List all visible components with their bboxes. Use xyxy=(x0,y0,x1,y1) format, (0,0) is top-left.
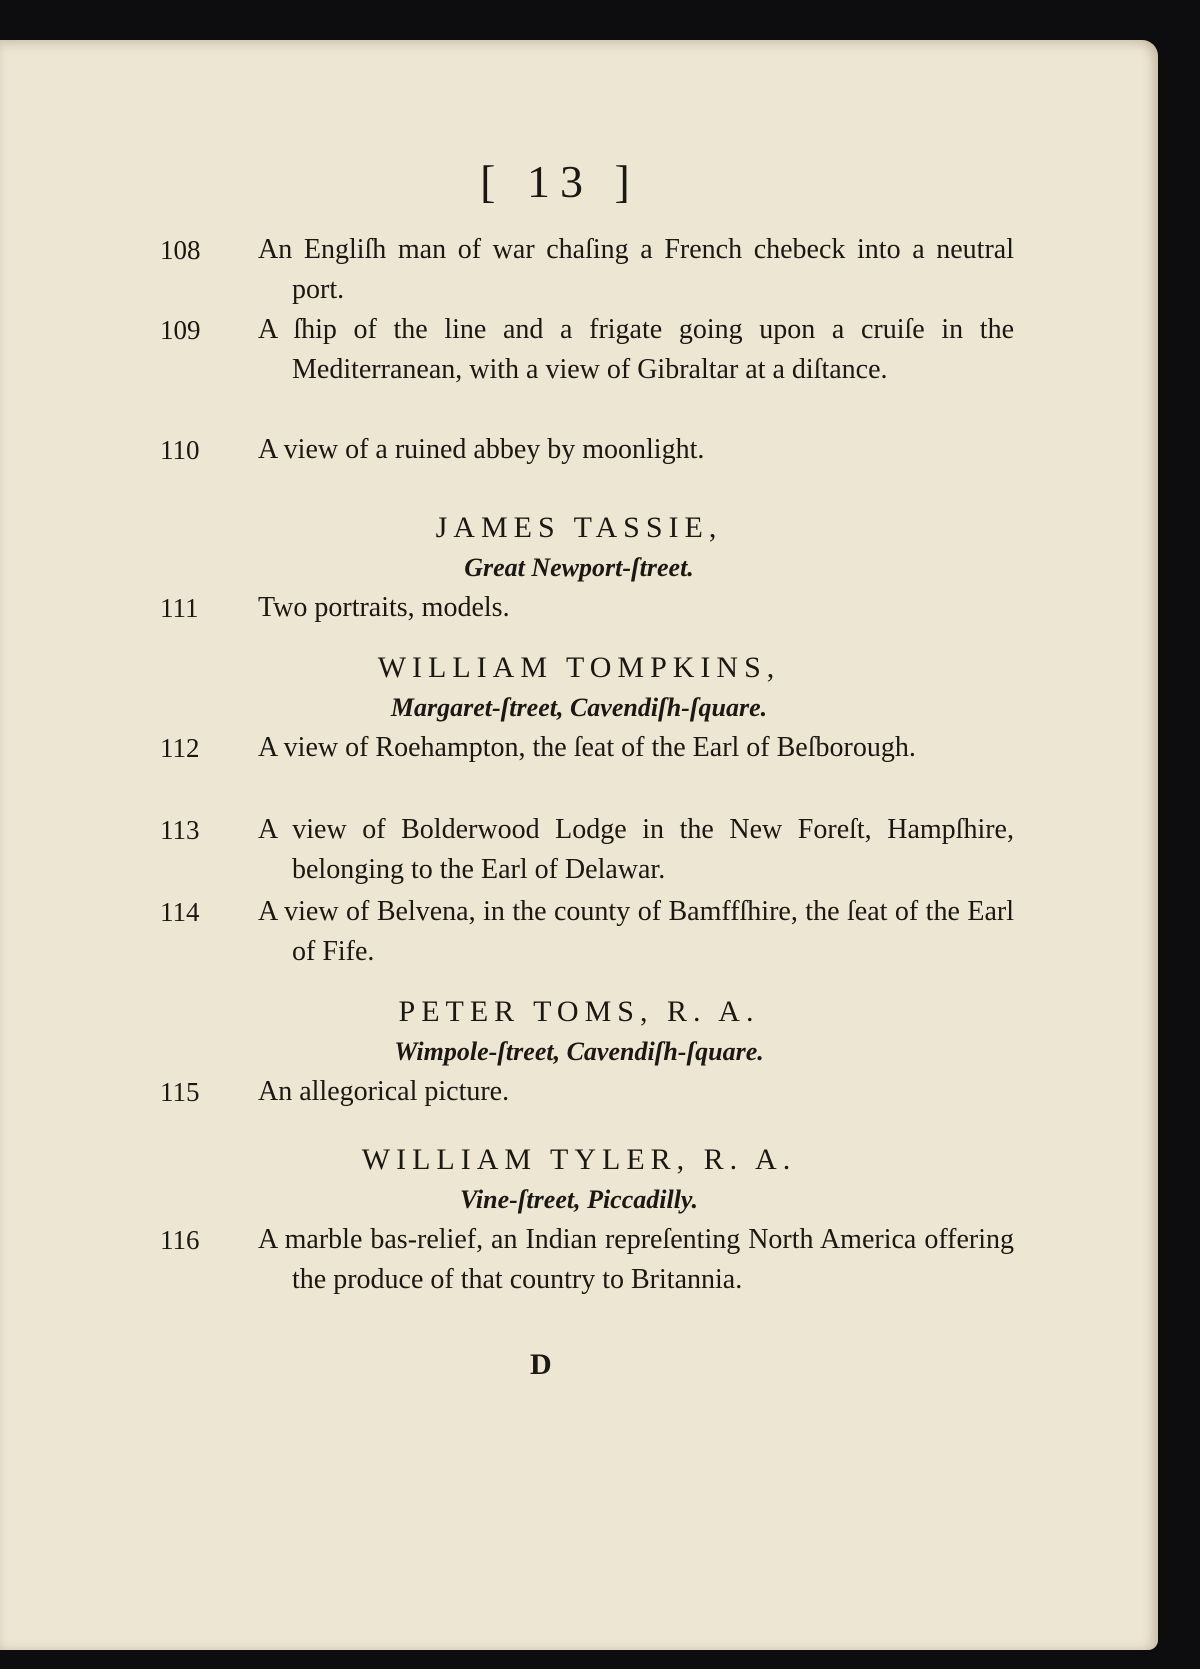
artist-address: Vine-ſtreet, Piccadilly. xyxy=(459,1185,699,1214)
artist-address: Great Newport-ſtreet. xyxy=(464,553,694,582)
artist-address: Margaret-ſtreet, Cavendiſh-ſquare. xyxy=(390,693,768,722)
entry-number: 115 xyxy=(160,1077,200,1107)
entry-number: 114 xyxy=(160,897,200,927)
entry-description: A view of Bolderwood Lodge in the New Foreſt, Hampſhire, belonging to the Earl of Delawar. xyxy=(258,814,1014,885)
entry-number: 108 xyxy=(160,235,201,265)
artist-heading xyxy=(0,1140,1158,1220)
artist-address: Wimpole-ſtreet, Cavendiſh-ſquare. xyxy=(394,1037,764,1066)
entry-number: 113 xyxy=(160,815,200,845)
artist-heading xyxy=(0,992,1158,1072)
entry-description: An allegorical picture. xyxy=(258,1076,510,1107)
artist-name: WILLIAM TYLER, R. A. xyxy=(361,1143,797,1176)
entry-description: A view of Roehampton, the ſeat of the Earl of Beſborough. xyxy=(258,732,916,763)
entry-description: Two portraits, models. xyxy=(258,592,510,623)
page-number: [ 13 ] xyxy=(480,156,640,207)
artist-name: PETER TOMS, R. A. xyxy=(398,995,760,1028)
entry-number: 109 xyxy=(160,315,201,345)
book-page xyxy=(0,40,1158,1650)
entry-number: 111 xyxy=(160,593,199,623)
entry-description: An Engliſh man of war chaſing a French chebeck into a neutral port. xyxy=(258,234,1014,305)
artist-name: WILLIAM TOMPKINS, xyxy=(377,651,781,684)
entry-number: 110 xyxy=(160,435,200,465)
entry-description: A ſhip of the line and a frigate going upon a cruiſe in the Mediterranean, with a view of Gibraltar at a diſtance. xyxy=(258,314,1014,385)
artist-name: JAMES TASSIE, xyxy=(435,511,723,544)
entry-description: A marble bas-relief, an Indian repreſenting North America offering the produce of that country to Britannia. xyxy=(258,1224,1014,1295)
entry-number: 112 xyxy=(160,733,200,763)
entry-number: 116 xyxy=(160,1225,200,1255)
signature-mark: D xyxy=(530,1348,552,1381)
artist-heading xyxy=(0,648,1158,728)
entry-description: A view of Belvena, in the county of Bamffſhire, the ſeat of the Earl of Fife. xyxy=(258,896,1014,967)
entry-description: A view of a ruined abbey by moonlight. xyxy=(258,434,705,465)
artist-heading xyxy=(0,508,1158,588)
